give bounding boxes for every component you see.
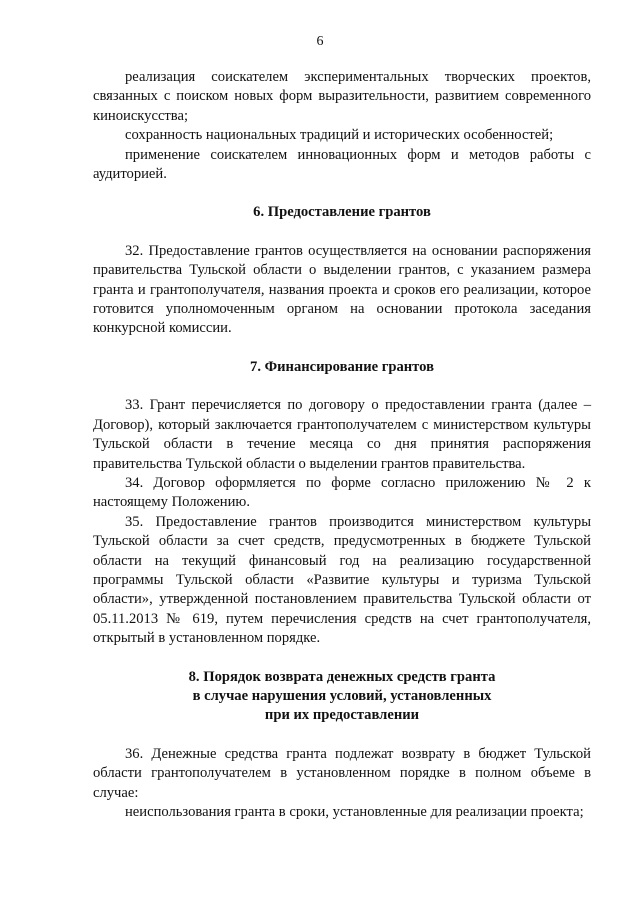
section-heading-7: 7. Финансирование грантов	[250, 358, 434, 375]
paragraph-national-traditions: сохранность национальных традиций и исторических особенностей;	[125, 127, 554, 144]
section-heading-8-line-1: 8. Порядок возврата денежных средств гранта	[188, 668, 496, 685]
page-number: 6	[316, 34, 324, 49]
paragraph-32: 32. Предоставление грантов осуществляется на основании распоряжения правительства Тульской области о выделении грантов, с указанием размера гранта и грантополучателя, названия проекта и сроков его реализации, которое готовится уполномоченным органом на основании протокола заседания конкурсной комиссии.	[93, 242, 591, 337]
paragraph-35: 35. Предоставление грантов производится министерством культуры Тульской области за счет средств, предусмотренных в бюджете Тульской области на текущий финансовый год на реализацию государственной программы Тульской области «Развитие культуры и туризма Тульской области», утвержденной постановлением правительства Тульской области от 05.11.2013 № 619, путем перечисления средств на счет грантополучателя, открытый в установленном порядке.	[93, 513, 591, 647]
spacer	[93, 649, 591, 668]
paragraph-33: 33. Грант перечисляется по договору о предоставлении гранта (далее – Договор), который заключается грантополучателем с министерством культуры Тульской области в течение месяца со дня принятия распоряжения правительства Тульской области о выделении грантов правительства.	[93, 397, 591, 472]
paragraph-36: 36. Денежные средства гранта подлежат возврату в бюджет Тульской области грантополучателем в установленном порядке в полном объеме в случае:	[93, 745, 591, 801]
spacer	[93, 223, 591, 242]
paragraph-34: 34. Договор оформляется по форме согласно приложению № 2 к настоящему Положению.	[93, 474, 591, 511]
section-heading-8	[93, 668, 591, 726]
spacer	[93, 377, 591, 396]
spacer	[93, 726, 591, 745]
section-heading-6: 6. Предоставление грантов	[253, 204, 431, 221]
paragraph-unused-grant: неиспользования гранта в сроки, установленные для реализации проекта;	[125, 804, 584, 820]
section-heading-8-line-2: в случае нарушения условий, установленных	[192, 687, 492, 704]
document-body	[93, 68, 591, 822]
section-heading-8-line-3: при их предоставлении	[264, 707, 420, 724]
spacer	[93, 184, 591, 203]
paragraph-experimental-projects: реализация соискателем экспериментальных творческих проектов, связанных с поиском новых форм выразительности, развитием современного киноискусства;	[93, 69, 591, 124]
paragraph-innovative-forms: применение соискателем инновационных форм и методов работы с аудиторией.	[93, 146, 591, 183]
spacer	[93, 339, 591, 358]
